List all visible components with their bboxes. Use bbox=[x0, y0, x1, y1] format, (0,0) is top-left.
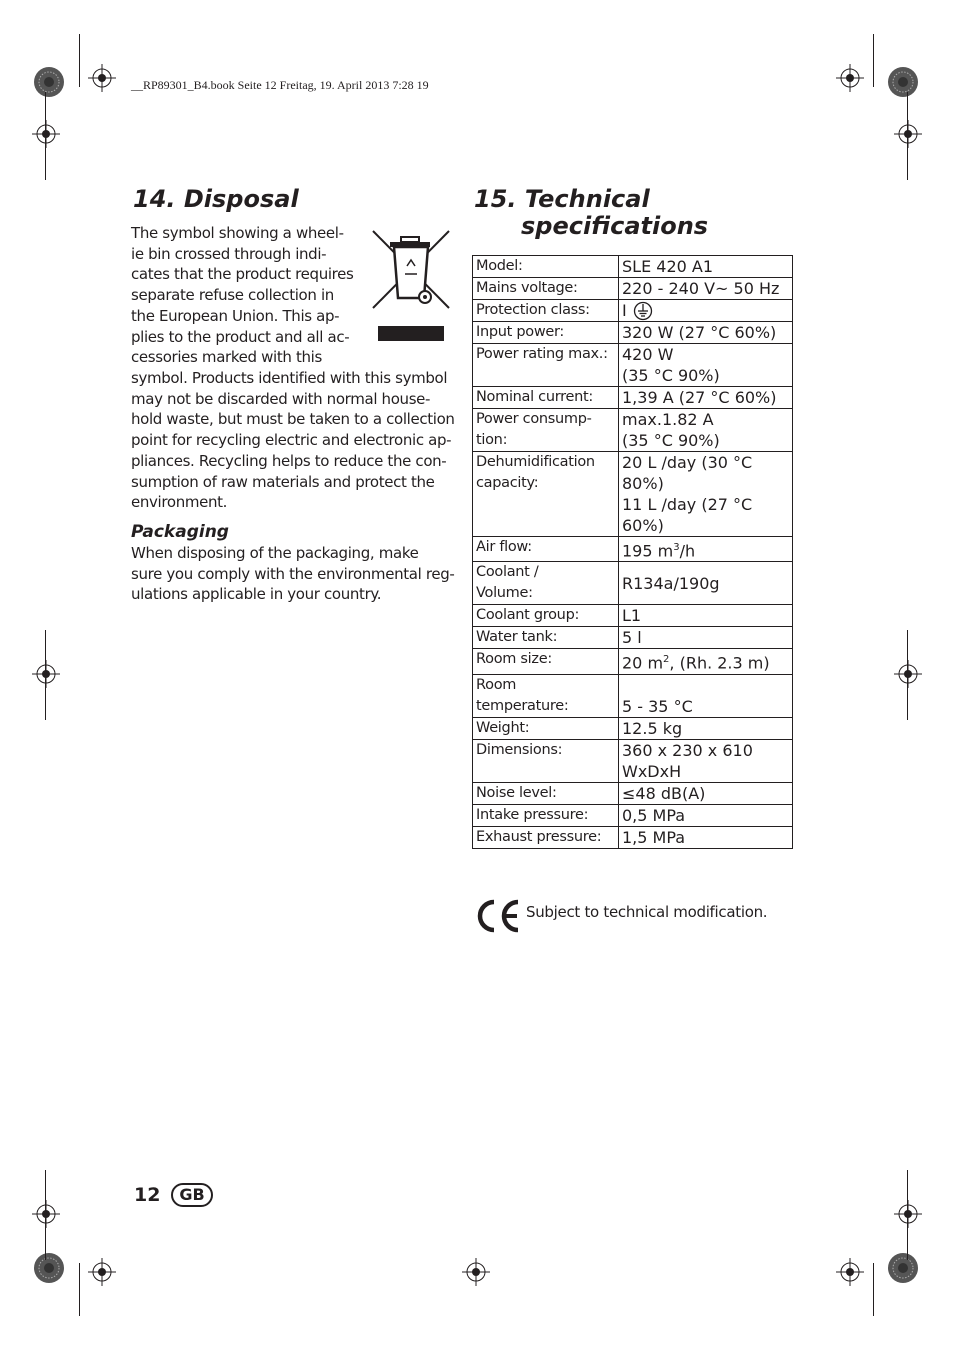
technical-title-line-1: 15. Technical bbox=[474, 185, 650, 213]
spec-row bbox=[473, 452, 793, 537]
disposal-paragraph-line: plies to the product and all ac- bbox=[131, 327, 350, 346]
spec-key-line: Air flow: bbox=[476, 539, 532, 555]
spec-row bbox=[473, 804, 793, 826]
spec-key-line: Mains voltage: bbox=[476, 280, 578, 296]
crop-line bbox=[907, 630, 908, 720]
spec-row bbox=[473, 674, 793, 717]
spec-key bbox=[473, 674, 619, 717]
spec-row bbox=[473, 649, 793, 674]
spec-value bbox=[619, 562, 793, 605]
spec-key bbox=[473, 537, 619, 562]
spec-value-line: 5 - 35 °C bbox=[622, 696, 693, 716]
spec-value-line: 360 x 230 x 610 bbox=[622, 740, 753, 760]
spec-value-line bbox=[622, 649, 789, 673]
registration-mark-icon bbox=[88, 64, 116, 92]
color-wheel-icon bbox=[887, 1252, 919, 1284]
spec-value-line: 1,39 A (27 °C 60%) bbox=[622, 388, 777, 407]
registration-mark-icon bbox=[894, 120, 922, 148]
spec-value-line: R134a/190g bbox=[622, 573, 720, 593]
disposal-paragraph-line: cates that the product requires bbox=[131, 265, 354, 284]
spec-key bbox=[473, 256, 619, 278]
registration-mark-icon bbox=[894, 660, 922, 688]
spec-key-line: Coolant / bbox=[476, 564, 539, 581]
spec-key-line: tion: bbox=[476, 432, 508, 448]
crop-line bbox=[873, 34, 874, 87]
spec-value-spacer bbox=[622, 675, 789, 696]
disposal-paragraph-line: the European Union. This ap- bbox=[131, 306, 340, 325]
spec-row bbox=[473, 627, 793, 649]
disposal-paragraph-line: sumption of raw materials and protect the bbox=[131, 472, 435, 491]
color-wheel-icon bbox=[33, 66, 65, 98]
spec-value-text: 195 m bbox=[622, 541, 674, 561]
disposal-paragraph-line: symbol. Products identified with this symbol bbox=[131, 369, 448, 387]
spec-value-line: 0,5 MPa bbox=[622, 805, 686, 825]
packaging-paragraph-line: ulations applicable in your country. bbox=[131, 585, 382, 604]
spec-row bbox=[473, 782, 793, 804]
specifications-table-body bbox=[473, 256, 793, 849]
spec-value-line: 5 l bbox=[622, 628, 642, 648]
spec-key bbox=[473, 826, 619, 848]
spec-value bbox=[619, 627, 793, 649]
spec-value-line: 11 L /day (27 °C 60%) bbox=[622, 495, 753, 535]
spec-key bbox=[473, 300, 619, 322]
registration-mark-icon bbox=[32, 660, 60, 688]
spec-value-line bbox=[622, 537, 789, 561]
spec-key-line: Input power: bbox=[476, 324, 565, 340]
spec-value-line: 12.5 kg bbox=[622, 718, 683, 738]
spec-key-line: Dehumidification bbox=[476, 454, 595, 470]
spec-value bbox=[619, 256, 793, 278]
crop-line bbox=[45, 92, 46, 180]
packaging-paragraph-line: When disposing of the packaging, make bbox=[131, 544, 419, 562]
spec-row bbox=[473, 256, 793, 278]
spec-key bbox=[473, 649, 619, 674]
page-number: 12 bbox=[134, 1184, 161, 1206]
spec-row bbox=[473, 562, 793, 605]
spec-value bbox=[619, 387, 793, 409]
disposal-paragraph-line: environment. bbox=[131, 493, 228, 512]
crop-line bbox=[907, 92, 908, 180]
disposal-paragraph-line: separate refuse collection in bbox=[131, 286, 334, 305]
spec-value bbox=[619, 717, 793, 739]
spec-key bbox=[473, 344, 619, 387]
ce-note: Subject to technical modification. bbox=[526, 903, 768, 921]
spec-value-line: max.1.82 A bbox=[622, 410, 714, 429]
spec-key-line: Weight: bbox=[476, 719, 530, 736]
registration-mark-icon bbox=[32, 1200, 60, 1228]
spec-key bbox=[473, 605, 619, 627]
packaging-subheading: Packaging bbox=[131, 522, 229, 542]
spec-value-line: WxDxH bbox=[622, 761, 682, 781]
technical-title-line-2: specifications bbox=[521, 212, 709, 240]
spec-key-line: Power consump- bbox=[476, 411, 592, 427]
spec-key bbox=[473, 717, 619, 739]
spec-value-text: , (Rh. 2.3 m) bbox=[669, 653, 770, 673]
disposal-paragraph-line: The symbol showing a wheel- bbox=[131, 224, 344, 242]
crop-line bbox=[45, 1170, 46, 1260]
spec-row bbox=[473, 739, 793, 782]
ce-mark-icon bbox=[474, 898, 522, 934]
disposal-paragraph-line: ie bin crossed through indi- bbox=[131, 244, 327, 263]
spec-row bbox=[473, 278, 793, 300]
crop-line bbox=[907, 1170, 908, 1260]
spec-key bbox=[473, 387, 619, 409]
specifications-table bbox=[472, 255, 793, 849]
spec-key bbox=[473, 278, 619, 300]
spec-value-line: 320 W (27 °C 60%) bbox=[622, 323, 777, 342]
registration-mark-icon bbox=[88, 1258, 116, 1286]
spec-key-line: temperature: bbox=[476, 697, 569, 714]
spec-key-line: Noise level: bbox=[476, 784, 557, 801]
spec-key-line: Dimensions: bbox=[476, 741, 563, 758]
spec-key-line: capacity: bbox=[476, 475, 539, 491]
disposal-paragraph-line: may not be discarded with normal house- bbox=[131, 389, 431, 408]
packaging-paragraph-line: sure you comply with the environmental reg- bbox=[131, 564, 455, 583]
spec-row bbox=[473, 387, 793, 409]
spec-value-text: /h bbox=[679, 541, 696, 561]
spec-row bbox=[473, 300, 793, 322]
spec-row bbox=[473, 322, 793, 344]
crossed-out-wheelie-bin-icon bbox=[370, 228, 452, 346]
disposal-title: 14. Disposal bbox=[133, 185, 299, 213]
disposal-paragraph-line: pliances. Recycling helps to reduce the con- bbox=[131, 451, 447, 470]
color-wheel-icon bbox=[33, 1252, 65, 1284]
spec-value bbox=[619, 452, 793, 537]
spec-value bbox=[619, 300, 793, 322]
spec-value bbox=[619, 409, 793, 452]
technical-title bbox=[474, 186, 708, 240]
spec-value bbox=[619, 278, 793, 300]
spec-value bbox=[619, 826, 793, 848]
spec-row bbox=[473, 717, 793, 739]
spec-value-line: SLE 420 A1 bbox=[622, 257, 714, 276]
spec-key bbox=[473, 562, 619, 605]
disposal-paragraph-line: cessories marked with this bbox=[131, 348, 322, 367]
spec-value bbox=[619, 804, 793, 826]
disposal-paragraph-line: hold waste, but must be taken to a collection bbox=[131, 410, 455, 429]
spec-value bbox=[619, 344, 793, 387]
spec-value-line: 20 L /day (30 °C 80%) bbox=[622, 453, 753, 493]
spec-key-line: Exhaust pressure: bbox=[476, 828, 602, 845]
spec-key-line: Intake pressure: bbox=[476, 806, 589, 823]
spec-row bbox=[473, 344, 793, 387]
spec-key bbox=[473, 409, 619, 452]
spec-key-line: Model: bbox=[476, 258, 523, 274]
spec-value-line: ≤48 dB(A) bbox=[622, 783, 706, 803]
spec-value-superscript: 3 bbox=[673, 542, 680, 553]
spec-value bbox=[619, 322, 793, 344]
spec-value-line: 220 - 240 V~ 50 Hz bbox=[622, 279, 780, 298]
spec-row bbox=[473, 826, 793, 848]
spec-row bbox=[473, 537, 793, 562]
spec-key-line: Power rating max.: bbox=[476, 346, 608, 362]
registration-mark-icon bbox=[32, 120, 60, 148]
registration-mark-icon bbox=[836, 1258, 864, 1286]
country-badge: GB bbox=[171, 1183, 213, 1207]
spec-key bbox=[473, 322, 619, 344]
spec-value bbox=[619, 649, 793, 674]
spec-value bbox=[619, 605, 793, 627]
spec-key bbox=[473, 782, 619, 804]
spec-value-line: (35 °C 90%) bbox=[622, 431, 720, 450]
spec-value-line: 1,5 MPa bbox=[622, 827, 686, 847]
spec-key-line: Water tank: bbox=[476, 629, 558, 646]
color-wheel-icon bbox=[887, 66, 919, 98]
registration-mark-icon bbox=[894, 1200, 922, 1228]
spec-key-line: Volume: bbox=[476, 585, 533, 602]
spec-value-text: 20 m bbox=[622, 653, 664, 673]
protective-earth-icon bbox=[633, 301, 653, 321]
spec-key-line: Room bbox=[476, 676, 517, 693]
crop-line bbox=[873, 1263, 874, 1316]
spec-value-superscript: 2 bbox=[663, 654, 670, 666]
disposal-paragraph-line: point for recycling electric and electronic ap- bbox=[131, 431, 452, 450]
registration-mark-icon bbox=[462, 1258, 490, 1286]
spec-key bbox=[473, 804, 619, 826]
spec-row bbox=[473, 605, 793, 627]
spec-key bbox=[473, 739, 619, 782]
spec-key-line: Protection class: bbox=[476, 302, 590, 318]
crop-line bbox=[79, 34, 80, 87]
print-file-header: __RP89301_B4.book Seite 12 Freitag, 19. April 2013 7:28 19 bbox=[131, 78, 429, 92]
spec-value-line: I bbox=[622, 300, 789, 321]
spec-key-line: Nominal current: bbox=[476, 389, 593, 405]
spec-key bbox=[473, 452, 619, 537]
crop-line bbox=[45, 630, 46, 720]
spec-row bbox=[473, 409, 793, 452]
spec-key-line: Coolant group: bbox=[476, 607, 580, 624]
spec-key-line: Room size: bbox=[476, 651, 552, 668]
spec-value-line: 420 W bbox=[622, 345, 674, 364]
spec-value-line: L1 bbox=[622, 606, 642, 626]
registration-mark-icon bbox=[836, 64, 864, 92]
crop-line bbox=[79, 1263, 80, 1316]
spec-value bbox=[619, 674, 793, 717]
spec-value bbox=[619, 782, 793, 804]
spec-value bbox=[619, 537, 793, 562]
spec-value bbox=[619, 739, 793, 782]
spec-value-line: (35 °C 90%) bbox=[622, 366, 720, 385]
spec-key bbox=[473, 627, 619, 649]
